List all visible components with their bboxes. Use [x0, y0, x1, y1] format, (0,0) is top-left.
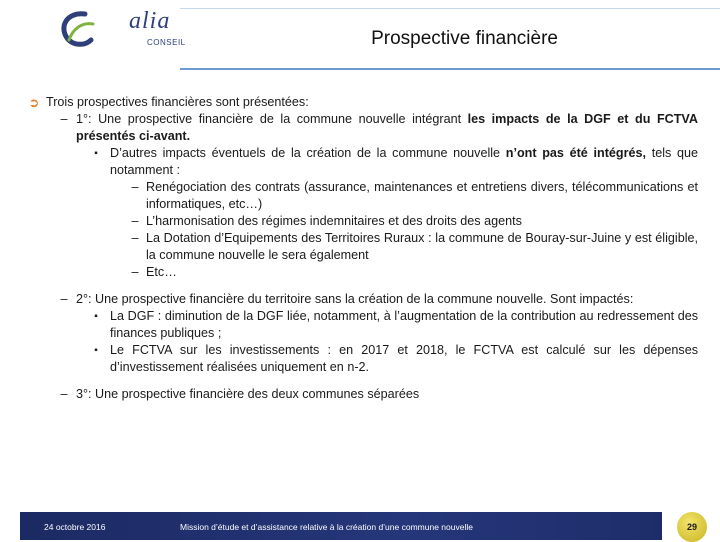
- bullet-text: Renégociation des contrats (assurance, maintenances et entretiens divers, télécommunications et informatiques, etc…): [146, 180, 698, 211]
- bullet-text: La Dotation d’Equipements des Territoires Ruraux : la commune de Bouray-sur-Juine y est éligible, la commune nouvelle le sera également: [146, 231, 698, 262]
- arrow-bullet-icon: ➲: [28, 95, 40, 110]
- slide-body: [22, 94, 698, 403]
- bullet-level-3: [124, 213, 698, 230]
- bullet-level-2: [82, 145, 698, 179]
- title-rule-top: [180, 8, 720, 9]
- dash-bullet-icon: –: [60, 292, 68, 306]
- bullet-level-1: [52, 291, 698, 308]
- dash-bullet-icon: –: [131, 180, 139, 194]
- bullet-text-bold: n’ont pas été intégrés,: [505, 146, 646, 160]
- spacer: [22, 376, 698, 386]
- footer-date: 24 octobre 2016: [44, 522, 106, 532]
- dash-bullet-icon: –: [131, 265, 139, 279]
- bullet-text: Trois prospectives financières sont présentées:: [46, 95, 309, 109]
- bullet-level-3: [124, 264, 698, 281]
- bullet-level-0: [22, 94, 698, 111]
- dash-bullet-icon: –: [131, 231, 139, 245]
- bullet-text: 3°: Une prospective financière des deux communes séparées: [76, 387, 420, 401]
- footer-mission: Mission d’étude et d’assistance relative à la création d’une commune nouvelle: [180, 522, 473, 532]
- bullet-level-3: [124, 179, 698, 213]
- square-bullet-icon: ▪: [94, 148, 98, 159]
- bullet-level-1: [52, 111, 698, 145]
- bullet-text: [110, 145, 698, 179]
- bullet-text-regular: 1°: Une prospective financière de la commune nouvelle intégrant: [76, 112, 468, 126]
- calia-logo: [55, 6, 186, 54]
- square-bullet-icon: ▪: [94, 311, 98, 322]
- bullet-level-1: [52, 386, 698, 403]
- slide-title: Prospective financière: [371, 28, 558, 49]
- bullet-text: 2°: Une prospective financière du territoire sans la création de la commune nouvelle. Sont impactés:: [76, 292, 634, 306]
- slide-footer: [0, 508, 720, 540]
- logo-subtitle: CONSEIL: [147, 38, 186, 47]
- square-bullet-icon: ▪: [94, 345, 98, 356]
- bullet-level-2: [82, 308, 698, 342]
- bullet-text-bold: les impacts de la DGF et du FCTVA présentés ci-avant.: [76, 112, 698, 143]
- slide-header: [0, 0, 720, 70]
- spacer: [22, 281, 698, 291]
- bullet-text: Le FCTVA sur les investissements : en 2017 et 2018, le FCTVA est calculé sur les dépenses d’investissement réalisées uniquement en n-2.: [110, 343, 698, 374]
- calia-logo-mark-icon: [55, 6, 135, 52]
- page-number-badge: 29: [677, 512, 707, 542]
- bullet-level-3: [124, 230, 698, 264]
- dash-bullet-icon: –: [60, 387, 68, 401]
- bullet-text: La DGF : diminution de la DGF liée, notamment, à l’augmentation de la contribution au redressement des finances publiques ;: [110, 309, 698, 340]
- logo-name: alia: [129, 8, 171, 34]
- bullet-text-regular: D’autres impacts éventuels de la création de la commune nouvelle: [110, 146, 506, 160]
- bullet-level-2: [82, 342, 698, 376]
- bullet-text: L’harmonisation des régimes indemnitaires et des droits des agents: [146, 214, 522, 228]
- title-rule: [180, 68, 720, 70]
- dash-bullet-icon: –: [60, 112, 68, 126]
- bullet-text-regular: tels que notamment :: [110, 146, 698, 177]
- dash-bullet-icon: –: [131, 214, 139, 228]
- bullet-text: Etc…: [146, 265, 177, 279]
- bullet-text: [76, 111, 698, 145]
